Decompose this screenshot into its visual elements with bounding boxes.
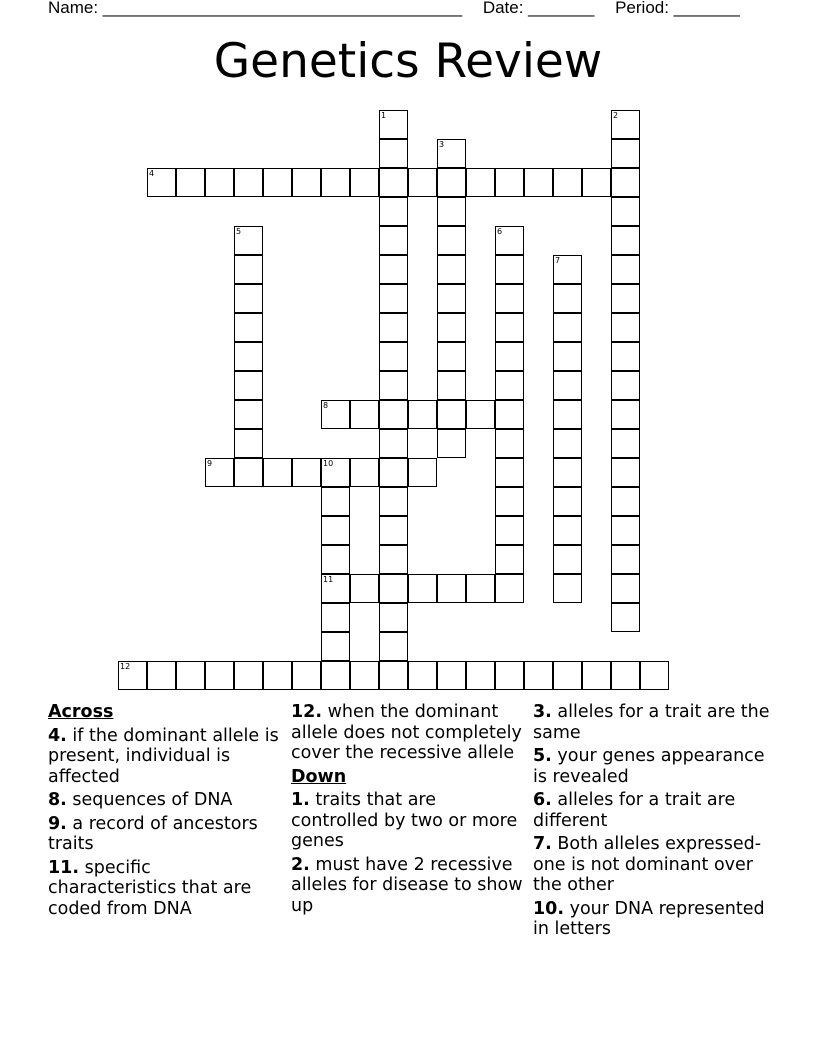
clue-across-12: 12. when the dominant allele does not completely cover the recessive allele <box>291 702 522 763</box>
grid-cell[interactable] <box>553 429 582 458</box>
grid-cell[interactable] <box>350 574 379 603</box>
grid-cell[interactable] <box>234 661 263 690</box>
clue-across-8: 8. sequences of DNA <box>48 790 233 810</box>
grid-cell[interactable] <box>611 487 640 516</box>
grid-cell[interactable] <box>379 603 408 632</box>
grid-cell[interactable] <box>553 400 582 429</box>
clue-down-1: 1. traits that are controlled by two or more genes <box>291 790 518 851</box>
grid-cell[interactable] <box>437 284 466 313</box>
grid-cell[interactable] <box>263 168 292 197</box>
grid-cell[interactable] <box>582 168 611 197</box>
grid-cell[interactable] <box>292 168 321 197</box>
across-heading: Across <box>48 702 114 722</box>
grid-cell[interactable] <box>437 371 466 400</box>
clue-across-4: 4. if the dominant allele is present, individual is affected <box>48 725 279 787</box>
grid-cell[interactable] <box>147 168 176 197</box>
grid-cell[interactable] <box>350 400 379 429</box>
clue-down-5: 5. your genes appearance is revealed <box>533 746 765 787</box>
clue-number: 2 <box>613 111 619 120</box>
grid-cell[interactable] <box>553 313 582 342</box>
clue-number: 10 <box>323 459 334 468</box>
grid-cell[interactable] <box>176 168 205 197</box>
grid-cell[interactable] <box>437 574 466 603</box>
grid-cell[interactable] <box>640 661 669 690</box>
grid-cell[interactable] <box>379 487 408 516</box>
clue-across-11: 11. specific characteristics that are coded from DNA <box>48 857 252 919</box>
clue-down-3: 3. alleles for a trait are the same <box>533 702 770 743</box>
clue-number: 4 <box>149 169 155 178</box>
grid-cell[interactable] <box>292 458 321 487</box>
grid-cell[interactable] <box>611 313 640 342</box>
grid-cell[interactable] <box>495 545 524 574</box>
grid-cell[interactable] <box>466 661 495 690</box>
clues-column-2 <box>291 702 527 919</box>
grid-cell[interactable] <box>495 168 524 197</box>
grid-cell[interactable] <box>553 574 582 603</box>
grid-cell[interactable] <box>408 574 437 603</box>
grid-cell[interactable] <box>379 429 408 458</box>
grid-cell[interactable] <box>408 661 437 690</box>
grid-cell[interactable] <box>553 284 582 313</box>
grid-cell[interactable] <box>408 400 437 429</box>
clue-down-6: 6. alleles for a trait are different <box>533 790 736 831</box>
grid-cell[interactable] <box>611 255 640 284</box>
grid-cell[interactable] <box>495 284 524 313</box>
grid-cell[interactable] <box>379 226 408 255</box>
grid-cell[interactable] <box>611 139 640 168</box>
grid-cell[interactable] <box>234 371 263 400</box>
grid-cell[interactable] <box>234 255 263 284</box>
grid-cell[interactable] <box>379 342 408 371</box>
grid-cell[interactable] <box>118 661 147 690</box>
grid-cell[interactable] <box>495 429 524 458</box>
grid-cell[interactable] <box>611 516 640 545</box>
grid-cell[interactable] <box>379 197 408 226</box>
grid-cell[interactable] <box>437 313 466 342</box>
grid-cell[interactable] <box>379 516 408 545</box>
grid-cell[interactable] <box>495 255 524 284</box>
grid-cell[interactable] <box>466 168 495 197</box>
grid-cell[interactable] <box>466 400 495 429</box>
grid-cell[interactable] <box>234 313 263 342</box>
grid-cell[interactable] <box>321 574 350 603</box>
grid-cell[interactable] <box>321 661 350 690</box>
grid-cell[interactable] <box>553 516 582 545</box>
grid-cell[interactable] <box>205 458 234 487</box>
grid-cell[interactable] <box>611 110 640 139</box>
grid-cell[interactable] <box>495 342 524 371</box>
grid-cell[interactable] <box>321 545 350 574</box>
grid-cell[interactable] <box>379 284 408 313</box>
grid-cell[interactable] <box>234 400 263 429</box>
header <box>48 0 756 18</box>
grid-cell[interactable] <box>611 197 640 226</box>
grid-cell[interactable] <box>292 661 321 690</box>
grid-cell[interactable] <box>234 458 263 487</box>
grid-cell[interactable] <box>495 400 524 429</box>
grid-cell[interactable] <box>147 661 176 690</box>
clues-column-1 <box>48 702 284 922</box>
grid-cell[interactable] <box>553 661 582 690</box>
grid-cell[interactable] <box>234 429 263 458</box>
grid-cell[interactable] <box>321 458 350 487</box>
grid-cell[interactable] <box>495 313 524 342</box>
grid-cell[interactable] <box>379 110 408 139</box>
grid-cell[interactable] <box>321 516 350 545</box>
grid-cell[interactable] <box>437 139 466 168</box>
grid-cell[interactable] <box>408 168 437 197</box>
grid-cell[interactable] <box>379 255 408 284</box>
grid-cell[interactable] <box>205 661 234 690</box>
grid-cell[interactable] <box>263 661 292 690</box>
clue-down-10: 10. your DNA represented in letters <box>533 898 765 939</box>
clue-across-9: 9. a record of ancestors traits <box>48 813 258 854</box>
grid-cell[interactable] <box>234 226 263 255</box>
grid-cell[interactable] <box>553 168 582 197</box>
clue-number: 8 <box>323 401 329 410</box>
clue-number: 9 <box>207 459 213 468</box>
grid-cell[interactable] <box>321 603 350 632</box>
grid-cell[interactable] <box>495 371 524 400</box>
clue-number: 12 <box>120 662 131 671</box>
grid-cell[interactable] <box>495 458 524 487</box>
down-heading: Down <box>291 766 347 787</box>
grid-cell[interactable] <box>379 313 408 342</box>
grid-cell[interactable] <box>495 661 524 690</box>
clue-number: 1 <box>381 111 387 120</box>
grid-cell[interactable] <box>611 400 640 429</box>
grid-cell[interactable] <box>321 400 350 429</box>
clues-column-3 <box>533 702 783 943</box>
grid-cell[interactable] <box>553 458 582 487</box>
grid-cell[interactable] <box>611 371 640 400</box>
grid-cell[interactable] <box>350 661 379 690</box>
grid-cell[interactable] <box>234 342 263 371</box>
grid-cell[interactable] <box>553 487 582 516</box>
grid-cell[interactable] <box>611 661 640 690</box>
grid-cell[interactable] <box>437 197 466 226</box>
grid-cell[interactable] <box>350 168 379 197</box>
grid-cell[interactable] <box>524 661 553 690</box>
grid-cell[interactable] <box>553 545 582 574</box>
grid-cell[interactable] <box>263 458 292 487</box>
grid-cell[interactable] <box>379 458 408 487</box>
name-field[interactable]: Name: ______________________________________ <box>48 0 463 17</box>
grid-cell[interactable] <box>553 371 582 400</box>
grid-cell[interactable] <box>611 429 640 458</box>
grid-cell[interactable] <box>379 400 408 429</box>
grid-cell[interactable] <box>553 342 582 371</box>
clue-number: 11 <box>323 575 334 584</box>
grid-cell[interactable] <box>437 661 466 690</box>
clue-number: 5 <box>236 227 242 236</box>
grid-cell[interactable] <box>495 487 524 516</box>
grid-cell[interactable] <box>495 574 524 603</box>
grid-cell[interactable] <box>611 545 640 574</box>
grid-cell[interactable] <box>234 284 263 313</box>
grid-cell[interactable] <box>611 458 640 487</box>
grid-cell[interactable] <box>321 632 350 661</box>
grid-cell[interactable] <box>553 255 582 284</box>
grid-cell[interactable] <box>321 487 350 516</box>
grid-cell[interactable] <box>321 168 350 197</box>
grid-cell[interactable] <box>408 458 437 487</box>
grid-cell[interactable] <box>582 661 611 690</box>
date-field[interactable]: Date: _______ <box>482 0 595 17</box>
grid-cell[interactable] <box>437 400 466 429</box>
period-field[interactable]: Period: _______ <box>615 0 740 17</box>
grid-cell[interactable] <box>379 545 408 574</box>
grid-cell[interactable] <box>379 139 408 168</box>
grid-cell[interactable] <box>379 632 408 661</box>
grid-cell[interactable] <box>437 168 466 197</box>
grid-cell[interactable] <box>437 226 466 255</box>
grid-cell[interactable] <box>495 226 524 255</box>
clue-down-2: 2. must have 2 recessive alleles for disease to show up <box>291 854 523 916</box>
grid-cell[interactable] <box>234 168 263 197</box>
clue-number: 7 <box>555 256 561 265</box>
grid-cell[interactable] <box>611 168 640 197</box>
grid-cell[interactable] <box>524 168 553 197</box>
clue-number: 6 <box>497 227 503 236</box>
clue-number: 3 <box>439 140 445 149</box>
clue-down-7: 7. Both alleles expressed- one is not dominant over the other <box>533 834 762 895</box>
grid-cell[interactable] <box>437 255 466 284</box>
grid-cell[interactable] <box>611 342 640 371</box>
grid-cell[interactable] <box>379 371 408 400</box>
grid-cell[interactable] <box>611 284 640 313</box>
grid-cell[interactable] <box>379 661 408 690</box>
grid-cell[interactable] <box>437 342 466 371</box>
grid-cell[interactable] <box>466 574 495 603</box>
grid-cell[interactable] <box>176 661 205 690</box>
grid-cell[interactable] <box>350 458 379 487</box>
grid-cell[interactable] <box>611 226 640 255</box>
grid-cell[interactable] <box>611 603 640 632</box>
grid-cell[interactable] <box>205 168 234 197</box>
grid-cell[interactable] <box>379 574 408 603</box>
grid-cell[interactable] <box>379 168 408 197</box>
page-title: Genetics Review <box>213 34 603 89</box>
grid-cell[interactable] <box>437 429 466 458</box>
grid-cell[interactable] <box>611 574 640 603</box>
grid-cell[interactable] <box>495 516 524 545</box>
